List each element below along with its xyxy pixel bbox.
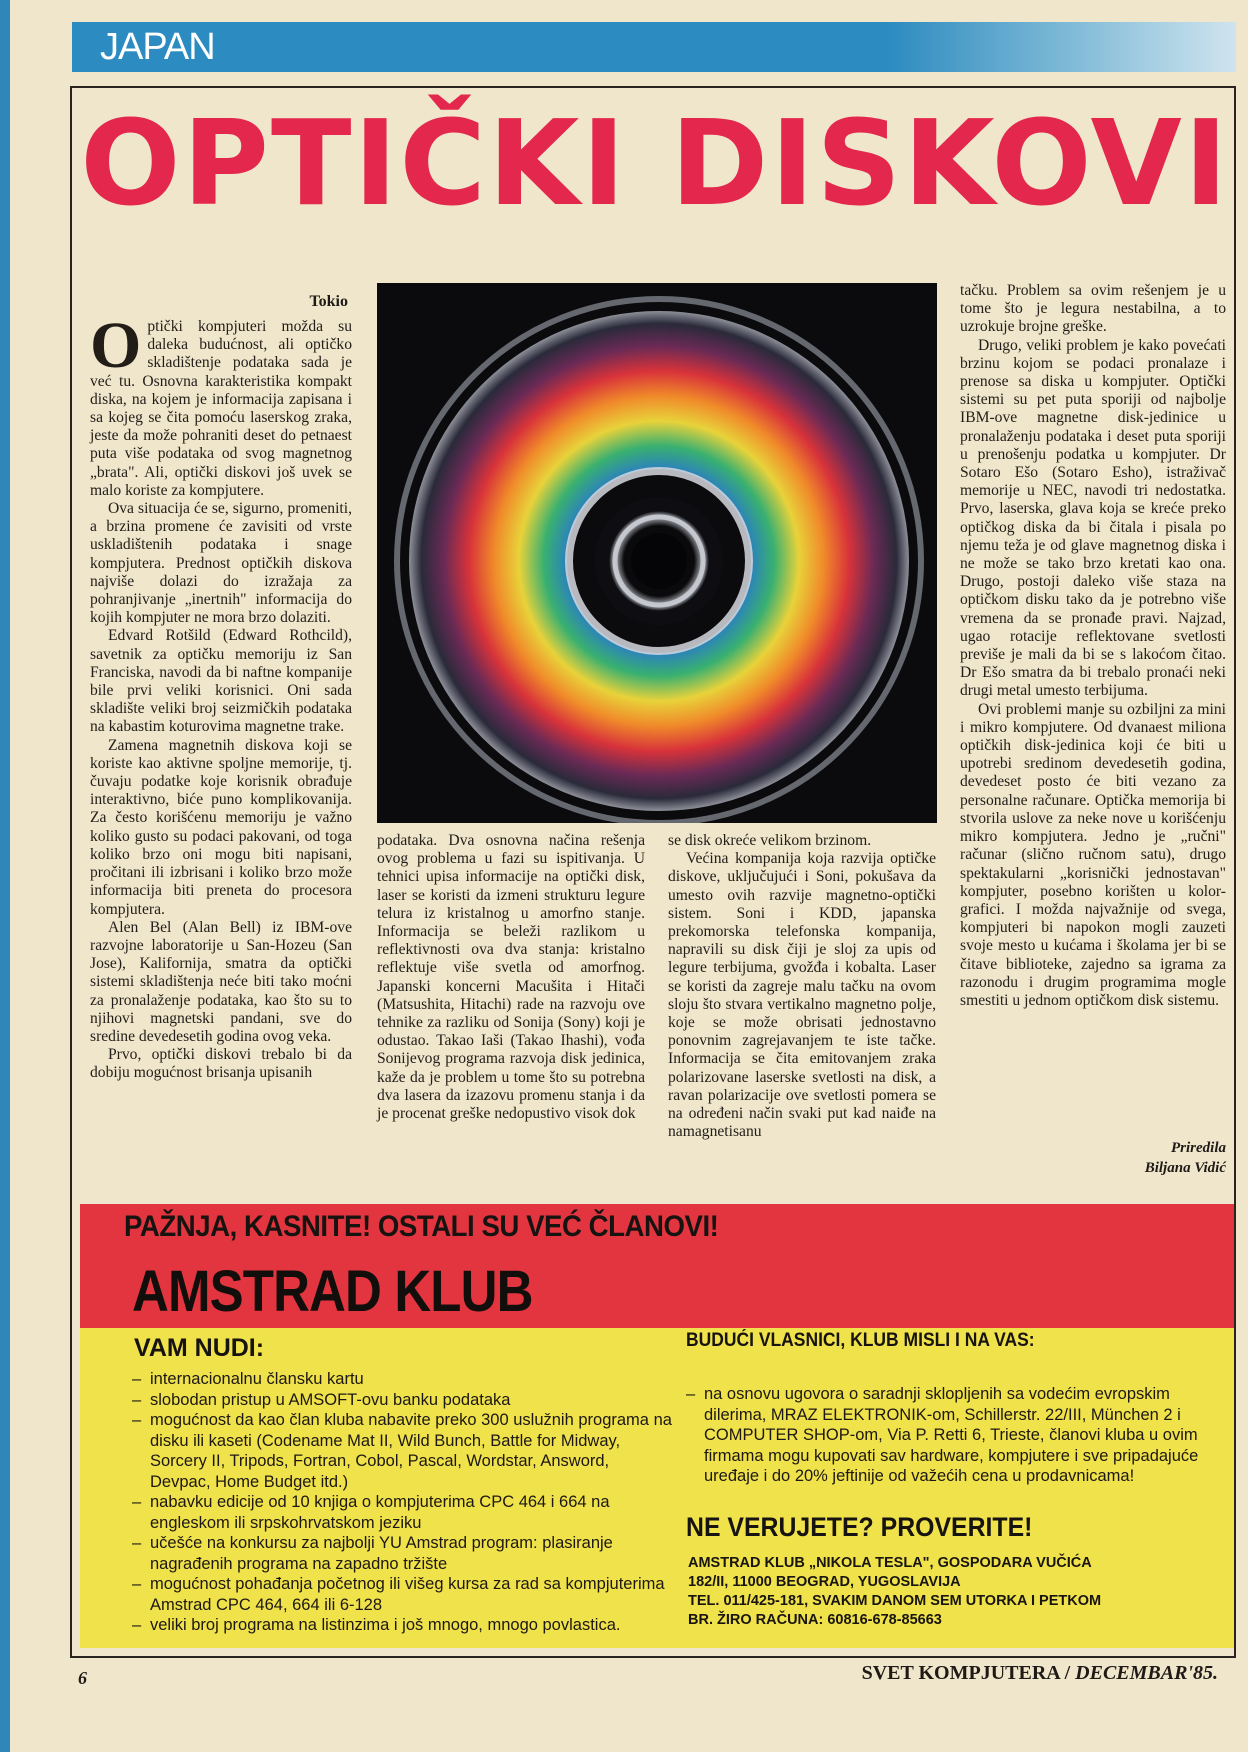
contact-line: 182/II, 11000 BEOGRAD, YUGOSLAVIJA [688,1574,961,1590]
ad-right-heading: BUDUĆI VLASNICI, KLUB MISLI I NA VAS: [686,1330,1035,1351]
article-column-3 [668,832,936,1141]
list-item: – učešće na konkursu za najbolji YU Amstrad program: plasiranje nagrađenih programa na zapadno tržište [132,1534,613,1573]
ad-banner: PAŽNJA, KASNITE! OSTALI SU VEĆ ČLANOVI! [124,1210,719,1243]
article-paragraph: podataka. Dva osnovna načina rešenja ovog problema u fazi su ispitivanja. U tehnici upisa informacije na optički disk, laser se koristi da izmeni strukturu legure telura iz kristalnog u amorfno stanje. Informacija se beleži razlikom u reflektivnosti ova dva stanja: kristalno reflektuje više svetla od amorfnog. Japanski koncerni Macušita i Hitači (Matsushita, Hitachi) rade na razvoju ove tehnike za razliku od Sonija (Sony) koji je odustao. Takao Iaši (Takao Ihashi), vođa Sonijevog programa razvoja disk jedinica, kaže da je problem u tome što su potrebna dva lasera da izazovu promenu stanja i da je procenat greške nedopustivo visok dok [377,832,645,1123]
section-label: JAPAN [100,26,215,68]
ad-club-name: AMSTRAD KLUB [132,1259,533,1324]
article-paragraph: Prvo, optički diskovi trebalo bi da dobiju mogućnost brisanja upisanih [90,1046,352,1082]
list-item: – internacionalnu člansku kartu [132,1370,364,1388]
ad-left-list [132,1369,672,1636]
article-paragraph: Drugo, veliki problem je kako povećati brzinu kojom se podaci pronalaze i prenose sa diska u kompjuter. Optički sistemi su pet puta sporiji od najbolje IBM-ove magnetne disk-jedinice u pronalaženju podataka i deset puta sporiji u prenošenju podatka u kompjuter. Dr Sotaro Ešo (Sotaro Esho), istraživač memorije u NEC, navodi tri nedostatka. Prvo, laserska, glava koja se kreće preko optičkog diska da bi čitala i pisala po njemu teža je od glave magnetnog diska i ne može se tako brzo kretati kao ona. Drugo, postoji daleko više staza na optičkom disku tako da je potrebno više vremena da se pronađe pravi. Najzad, ugao rotacije reflektovane svetlosti previše je mali da bi se s lakoćom čitao. Dr Ešo smatra da bi trebalo pronaći neki drugi metal umesto terbijuma. [960,336,1226,700]
page-edge-strip [0,0,10,1752]
section-header-bar [72,22,1236,72]
article-column-4 [960,282,1226,1010]
ad-contact-block [688,1554,1188,1630]
footer-magazine [862,1662,1218,1685]
article-byline [1040,1138,1226,1178]
disc-illustration [377,283,937,823]
article-paragraph: tačku. Problem sa ovim rešenjem je u tome što je legura nestabilna, a to uzrokuje brojne greške. [960,282,1226,336]
list-item: – na osnovu ugovora o saradnji sklopljenih sa vodećim evropskim dilerima, MRAZ ELEKTRONIK-om, Schillerstr. 22/III, München 2 i COMPUTER SHOP-om, Via P. Retti 6, Trieste, članovi kluba u ovim firmama mogu kupovati sav hardware, kompjutere i sve pripadajuće uređaje i do 20% jeftinije od važećih cena u prodavnicama! [686,1385,1199,1485]
list-item: – mogućnost da kao član kluba nabavite preko 300 uslužnih programa na disku ili kaseti (Codename Mat II, Wild Bunch, Battle for Midway, Sorcery II, Tripods, Fortran, Cobol, Pascal, Wordstar, Answord, Devpac, Home Budget itd.) [132,1411,672,1491]
article-paragraph: Ova situacija će se, sigurno, promeniti, a brzina promene će zavisiti od vrste uskladištenih podataka i snage kompjutera. Prednost optičkih diskova najviše dolazi do izražaja za pohranjivanje „inertnih" informacija do kojih kompjuter ne mora brzo dolaziti. [90,500,352,627]
issue-date: DECEMBAR'85. [1075,1662,1218,1684]
contact-line: BR. ŽIRO RAČUNA: 60816-678-85663 [688,1612,942,1628]
article-paragraph: Ovi problemi manje su ozbiljni za mini i mikro kompjutere. Od dvanaest miliona optičkih disk-jedinica koji će biti u upotrebi sredinom devedesetih godina, devedeset posto će biti vezano za personalne računare. Optička memorija bi stvorila uslove za neke nove u korišćenju mikro kompjutera. Jedno je „ručni" računar (slično ručnom satu), drugo spektakularni „korisnički jednostavan" kompjuter, posebno korišten u kolor-grafici. I možda najvažnije od svega, kompjuteri bi napokon mogli zauzeti svoje mesto u kućama i školama jer bi se čitave biblioteke, zajedno sa igrama za razonodu i drugim programima mogle smestiti u jednom optičkom disk sistemu. [960,700,1226,1009]
article-paragraph: Zamena magnetnih diskova koji se koriste kao aktivne spoljne memorije, tj. čuvaju podatke koje korisnik obrađuje interaktivno, biće puno komplikovanija. Za često korišćenu memoriju je važno koliko gusto su podaci pakovani, od toga koliko brzo oni mogu biti napisani, pročitani ili izbrisani i koliko brzo može informacija biti preneta do procesora kompjutera. [90,736,352,918]
article-paragraph: Alen Bel (Alan Bell) iz IBM-ove razvojne laboratorije u San-Hozeu (San Jose), Kalifornija, smatra da optički sistemi skladištenja neće biti tako moćni za pronalaženje podataka, kao što su to njihovi magnetski pandani, sve do sredine devedesetih godina ovog veka. [90,918,352,1045]
contact-line: AMSTRAD KLUB „NIKOLA TESLA", GOSPODARA VUČIĆA [688,1555,1092,1571]
byline-label: Priredila [1171,1140,1226,1156]
page-number: 6 [78,1668,87,1688]
article-paragraph: Većina kompanija koja razvija optičke diskove, uključujući i Soni, pokušava da umesto ovih razvije magnetno-optički sistem. Soni i KDD, japanska prekomorska telefonska kompanija, napravili su disk čiji je sloj za upis od legure terbijuma, gvožđa i kobalta. Laser se koristi da zagreje malu tačku na ovom sloju što stvara vertikalno magnetno polje, koje se može obrisati jednostavno ponovnim zagrejavanjem te iste tačke. Informacija se čita emitovanjem zraka polarizovane laserske svetlosti na disk, a ravan polarizacije ove svetlosti pomera se na određeni način svaki put kad naiđe na namagnetisanu [668,850,936,1141]
footer-separator: / [1064,1662,1076,1684]
headline: OPTIČKI DISKOVI [80,94,1230,232]
article-column-1 [90,309,352,1083]
list-item: – veliki broj programa na listinzima i još mnogo, mnogo povlastica. [132,1616,621,1634]
optical-disc-photo [377,283,937,823]
contact-line: TEL. 011/425-181, SVAKIM DANOM SEM UTORKA I PETKOM [688,1593,1102,1609]
ad-check-heading: NE VERUJETE? PROVERITE! [686,1512,1033,1542]
article-paragraph: Optički kompjuteri možda su daleka budućnost, ali optičko skladištenje podataka sada je već tu. Osnovna karakteristika kompakt diska, na kojem je informacija zapisana i sa kojeg se čita pomoću laserskog zraka, jeste da može pohraniti deset do petnaest puta više podataka od svog magnetnog „brata". Ali, optički diskovi još uvek se malo koriste za kompjutere. [90,309,352,499]
byline-author: Biljana Vidić [1144,1160,1226,1176]
ad-left-heading: VAM NUDI: [134,1334,265,1362]
list-item: – slobodan pristup u AMSOFT-ovu banku podataka [132,1390,511,1409]
ad-right-list [686,1384,1212,1487]
list-item: – nabavku edicije od 10 knjiga o kompjuterima CPC 464 i 664 na engleskom ili srpskohrvatskom jeziku [132,1493,610,1532]
article-paragraph: Edvard Rotšild (Edward Rothcild), savetnik za optičku memoriju iz San Franciska, navodi da bi naftne kompanije bile prvi veliki korisnici. Oni sada skladište veliki broj seizmičkih podataka na kabastim koturovima magnetne trake. [90,627,352,736]
magazine-name: SVET KOMPJUTERA [861,1662,1060,1684]
article-paragraph: se disk okreće velikom brzinom. [668,832,872,849]
list-item: – mogućnost pohađanja početnog ili višeg kursa za rad sa kompjuterima Amstrad CPC 464, 664 ili 6-128 [132,1575,665,1614]
drop-cap: O [90,309,142,382]
article-column-2 [377,832,645,1123]
article-dateline: Tokio [309,293,348,310]
